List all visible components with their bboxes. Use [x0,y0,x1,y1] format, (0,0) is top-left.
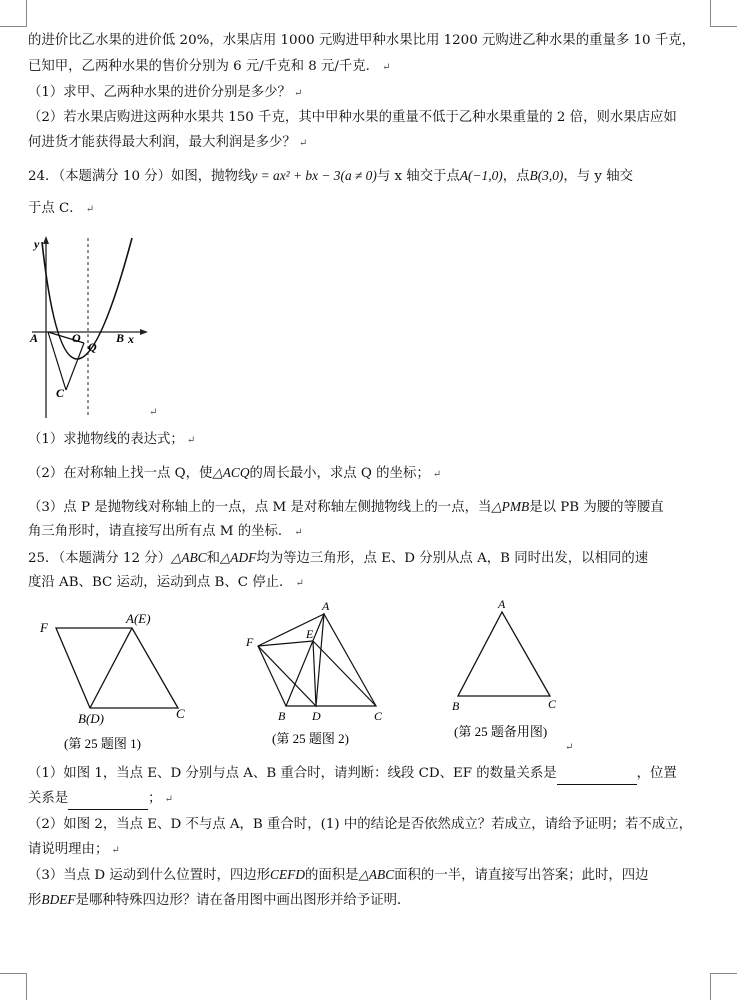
q23-part-2-line-2: 何进货才能获得最大利润，最大利润是多少？ ↵ [28,135,308,150]
fig1-label-C: C [176,706,185,721]
label-x: x [128,332,134,346]
rhombus-FAEBC [56,628,178,708]
q24-parabola-figure [28,228,158,423]
fig2-label-B: B [278,709,286,723]
q23-part-1: （1）求甲、乙两种水果的进价分别是多少？ ↵ [28,85,303,100]
q24-stem-line-1: 24．（本题满分 10 分）如图，抛物线y = ax² + bx − 3(a ≠ 0)与 x 轴交于点A(−1,0)，点B(3,0)，与 y 轴交 [28,168,634,184]
figure-3 [458,612,550,696]
segment-CQ [66,343,84,390]
q25-part-3-line-2: 形BDEF是哪种特殊四边形？请在备用图中画出图形并给予证明． [28,892,411,908]
crop-mark-bottom-right [710,973,737,1000]
fig3-label-B: B [452,699,460,713]
q24-part-2: （2）在对称轴上找一点 Q，使△ACQ的周长最小，求点 Q 的坐标； ↵ [28,465,442,481]
figure-2 [258,614,376,706]
segment-FB [258,646,286,706]
q25-part-2-line-1: （2）如图 2，当点 E、D 不与点 A，B 重合时，(1) 中的结论是否依然成立？若成立，请给予证明；若不成立， [28,817,692,832]
q25-part-1-line-2: 关系是 ； ↵ [28,789,697,810]
crop-mark-bottom-left [0,973,27,1000]
q25-figures [28,598,708,758]
figure-1 [56,628,178,708]
figures-return-mark: ↵ [565,742,574,753]
fig3-label-C: C [548,697,557,711]
label-y: y [34,237,40,251]
figure-return-mark: ↵ [149,407,158,418]
fig1-caption: (第 25 题图 1) [64,736,141,751]
fig1-label-F: F [40,620,48,635]
answer-blank-position[interactable] [68,789,148,810]
q25-part-3-line-1: （3）当点 D 运动到什么位置时，四边形CEFD的面积是△ABC面积的一半，请直接写出答案；此时，四边 [28,867,649,883]
q25-stem-line-1: 25．（本题满分 12 分）△ABC和△ADF均为等边三角形，点 E、D 分别从点 A，B 同时出发，以相同的速 [28,550,649,566]
segment-AB [90,628,132,708]
fig1-label-AE: A(E) [126,611,151,626]
crop-mark-top-right [710,0,737,27]
fig3-label-A: A [498,598,506,611]
fig2-label-F: F [246,635,254,649]
fig2-caption: (第 25 题图 2) [272,731,349,746]
q24-part-1: （1）求抛物线的表达式； ↵ [28,432,196,447]
answer-blank-quantity[interactable] [557,764,637,785]
label-O: O [72,331,81,345]
label-A: A [30,331,39,345]
fig2-label-C: C [374,709,383,723]
segment-AC [48,332,66,390]
fig1-label-BD: B(D) [78,711,104,726]
q23-line-2: 已知甲，乙两种水果的售价分别为 6 元/千克和 8 元/千克． ↵ [28,59,391,74]
q24-part-3-line-2: 角三角形时，请直接写出所有点 M 的坐标． ↵ [28,524,303,539]
fig3-caption: (第 25 题备用图) [454,724,548,739]
label-B: B [116,331,125,345]
q25-part-2-line-2: 请说明理由； ↵ [28,842,120,857]
fig2-label-D: D [312,709,321,723]
label-Q: Q [88,340,97,354]
q23-part-2-line-1: （2）若水果店购进这两种水果共 150 千克，其中甲种水果的重量不低于乙种水果重量的 2 倍，则水果店应如 [28,110,677,125]
segment-DE [313,641,316,706]
q25-part-1-line-1: （1）如图 1，当点 E、D 分别与点 A、B 重合时，请判断：线段 CD、EF 的数量关系是 ，位置 [28,764,697,785]
q23-line-1: 的进价比乙水果的进价低 20%，水果店用 1000 元购进甲种水果比用 1200 元购进乙种水果的重量多 10 千克， [28,33,695,48]
q24-formula: y = ax² + bx − 3(a ≠ 0) [251,168,377,183]
q24-stem-line-2: 于点 C． ↵ [28,201,95,216]
q24-part-3-line-1: （3）点 P 是抛物线对称轴上的一点，点 M 是对称轴左侧抛物线上的一点，当△PMB是以 PB 为腰的等腰直 [28,499,664,515]
triangle-ABC-spare [458,612,550,696]
crop-mark-top-left [0,0,27,27]
fig2-label-E: E [306,627,314,641]
x-axis-arrow [140,329,148,335]
fig2-label-A: A [322,599,330,613]
label-C: C [56,386,65,400]
q25-stem-line-2: 度沿 AB、BC 运动，运动到点 B、C 停止． ↵ [28,575,304,590]
y-axis-arrow [43,236,49,244]
